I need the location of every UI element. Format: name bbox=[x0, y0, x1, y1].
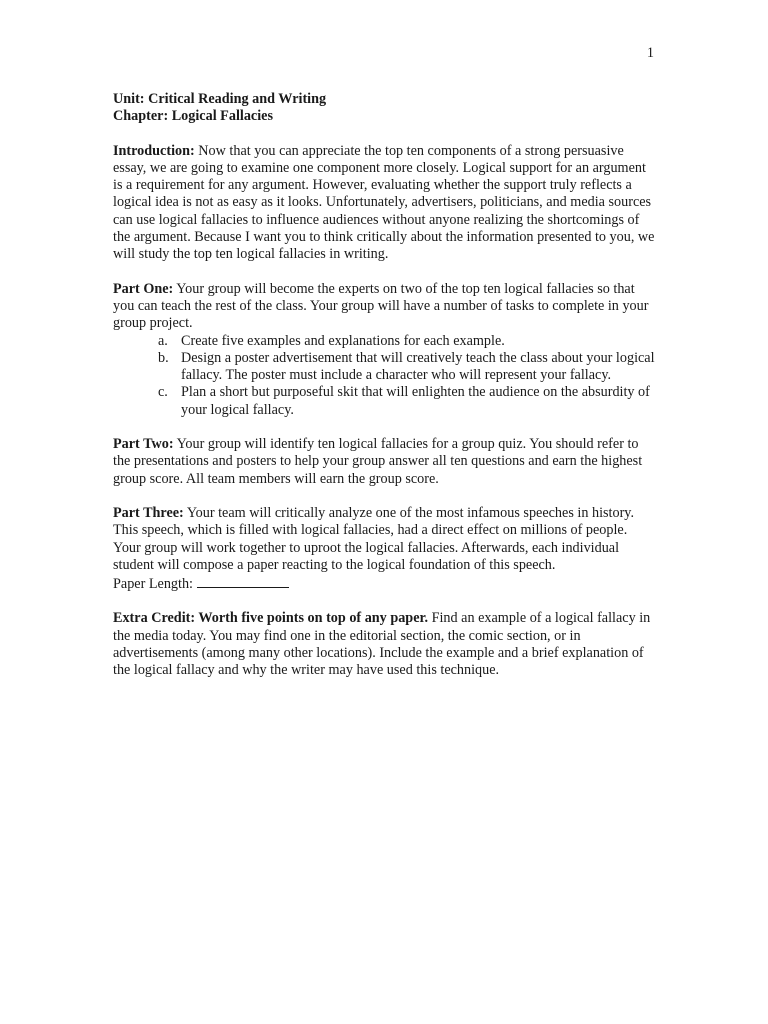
document-body bbox=[113, 91, 658, 697]
extra-credit-label: Extra Credit: Worth five points on top of any paper. bbox=[113, 610, 429, 627]
chapter-title: Chapter: Logical Fallacies bbox=[113, 108, 273, 125]
part-one-text: Your group will become the experts on two of the top ten logical fallacies so that you can teach the rest of the class. Your group will have a number of tasks to complete in your group project. bbox=[113, 280, 649, 332]
part-two-label: Part Two: bbox=[113, 436, 174, 453]
introduction-text: Now that you can appreciate the top ten components of a strong persuasive essay, we are going to examine one component more closely. Logical support for an argument is a requirement for any argument. However, evaluating whether the support truly reflects a logical idea is not as easy as it looks. Unfortunately, advertisers, politicians, and media sources can use logical fallacies to influence audiences without anyone realizing the shortcomings of the argument. Because I want you to think critically about the information presented to you, we will study the top ten logical fallacies in writing. bbox=[113, 142, 655, 263]
part-three-paragraph bbox=[113, 505, 658, 593]
page-number: 1 bbox=[646, 45, 654, 61]
part-three-label: Part Three: bbox=[113, 504, 184, 521]
extra-credit-text: Find an example of a logical fallacy in the media today. You may find one in the editorial section, the comic section, or in advertisements (among many other locations). Include the example and a brief explanation of the logical fallacy and why the writer may have used this technique. bbox=[113, 610, 651, 679]
part-two-paragraph bbox=[113, 436, 658, 488]
part-one-task-list bbox=[113, 333, 658, 419]
part-one-paragraph bbox=[113, 281, 658, 333]
document-header bbox=[113, 91, 658, 126]
extra-credit-paragraph bbox=[113, 610, 658, 679]
list-marker: a. bbox=[158, 332, 168, 349]
part-two-text: Your group will identify ten logical fallacies for a group quiz. You should refer to the presentations and posters to help your group answer all ten questions and earn the highest group score. All team members will earn the group score. bbox=[113, 436, 643, 487]
list-item bbox=[113, 333, 658, 350]
paper-length-label: Paper Length: bbox=[113, 576, 197, 593]
list-item-text: Create five examples and explanations for each example. bbox=[181, 332, 505, 349]
list-item-text: Design a poster advertisement that will creatively teach the class about your logical fallacy. The poster must include a character who will represent your fallacy. bbox=[181, 349, 655, 384]
part-one-label: Part One: bbox=[113, 280, 174, 297]
list-item bbox=[113, 350, 658, 385]
paper-length-blank bbox=[197, 574, 289, 588]
list-marker: c. bbox=[158, 384, 168, 401]
unit-title: Unit: Critical Reading and Writing bbox=[113, 91, 327, 107]
list-item bbox=[113, 384, 658, 419]
introduction-label: Introduction: bbox=[113, 142, 195, 159]
list-marker: b. bbox=[158, 349, 169, 366]
list-item-text: Plan a short but purposeful skit that will enlighten the audience on the absurdity of your logical fallacy. bbox=[181, 384, 650, 418]
part-three-text: Your team will critically analyze one of the most infamous speeches in history. This speech, which is filled with logical fallacies, had a direct effect on millions of people. Your group will work together to uproot the logical fallacies. Afterwards, each individual student will compose a paper reacting to the logical foundation of this speech. bbox=[113, 504, 635, 573]
introduction-paragraph bbox=[113, 143, 658, 264]
